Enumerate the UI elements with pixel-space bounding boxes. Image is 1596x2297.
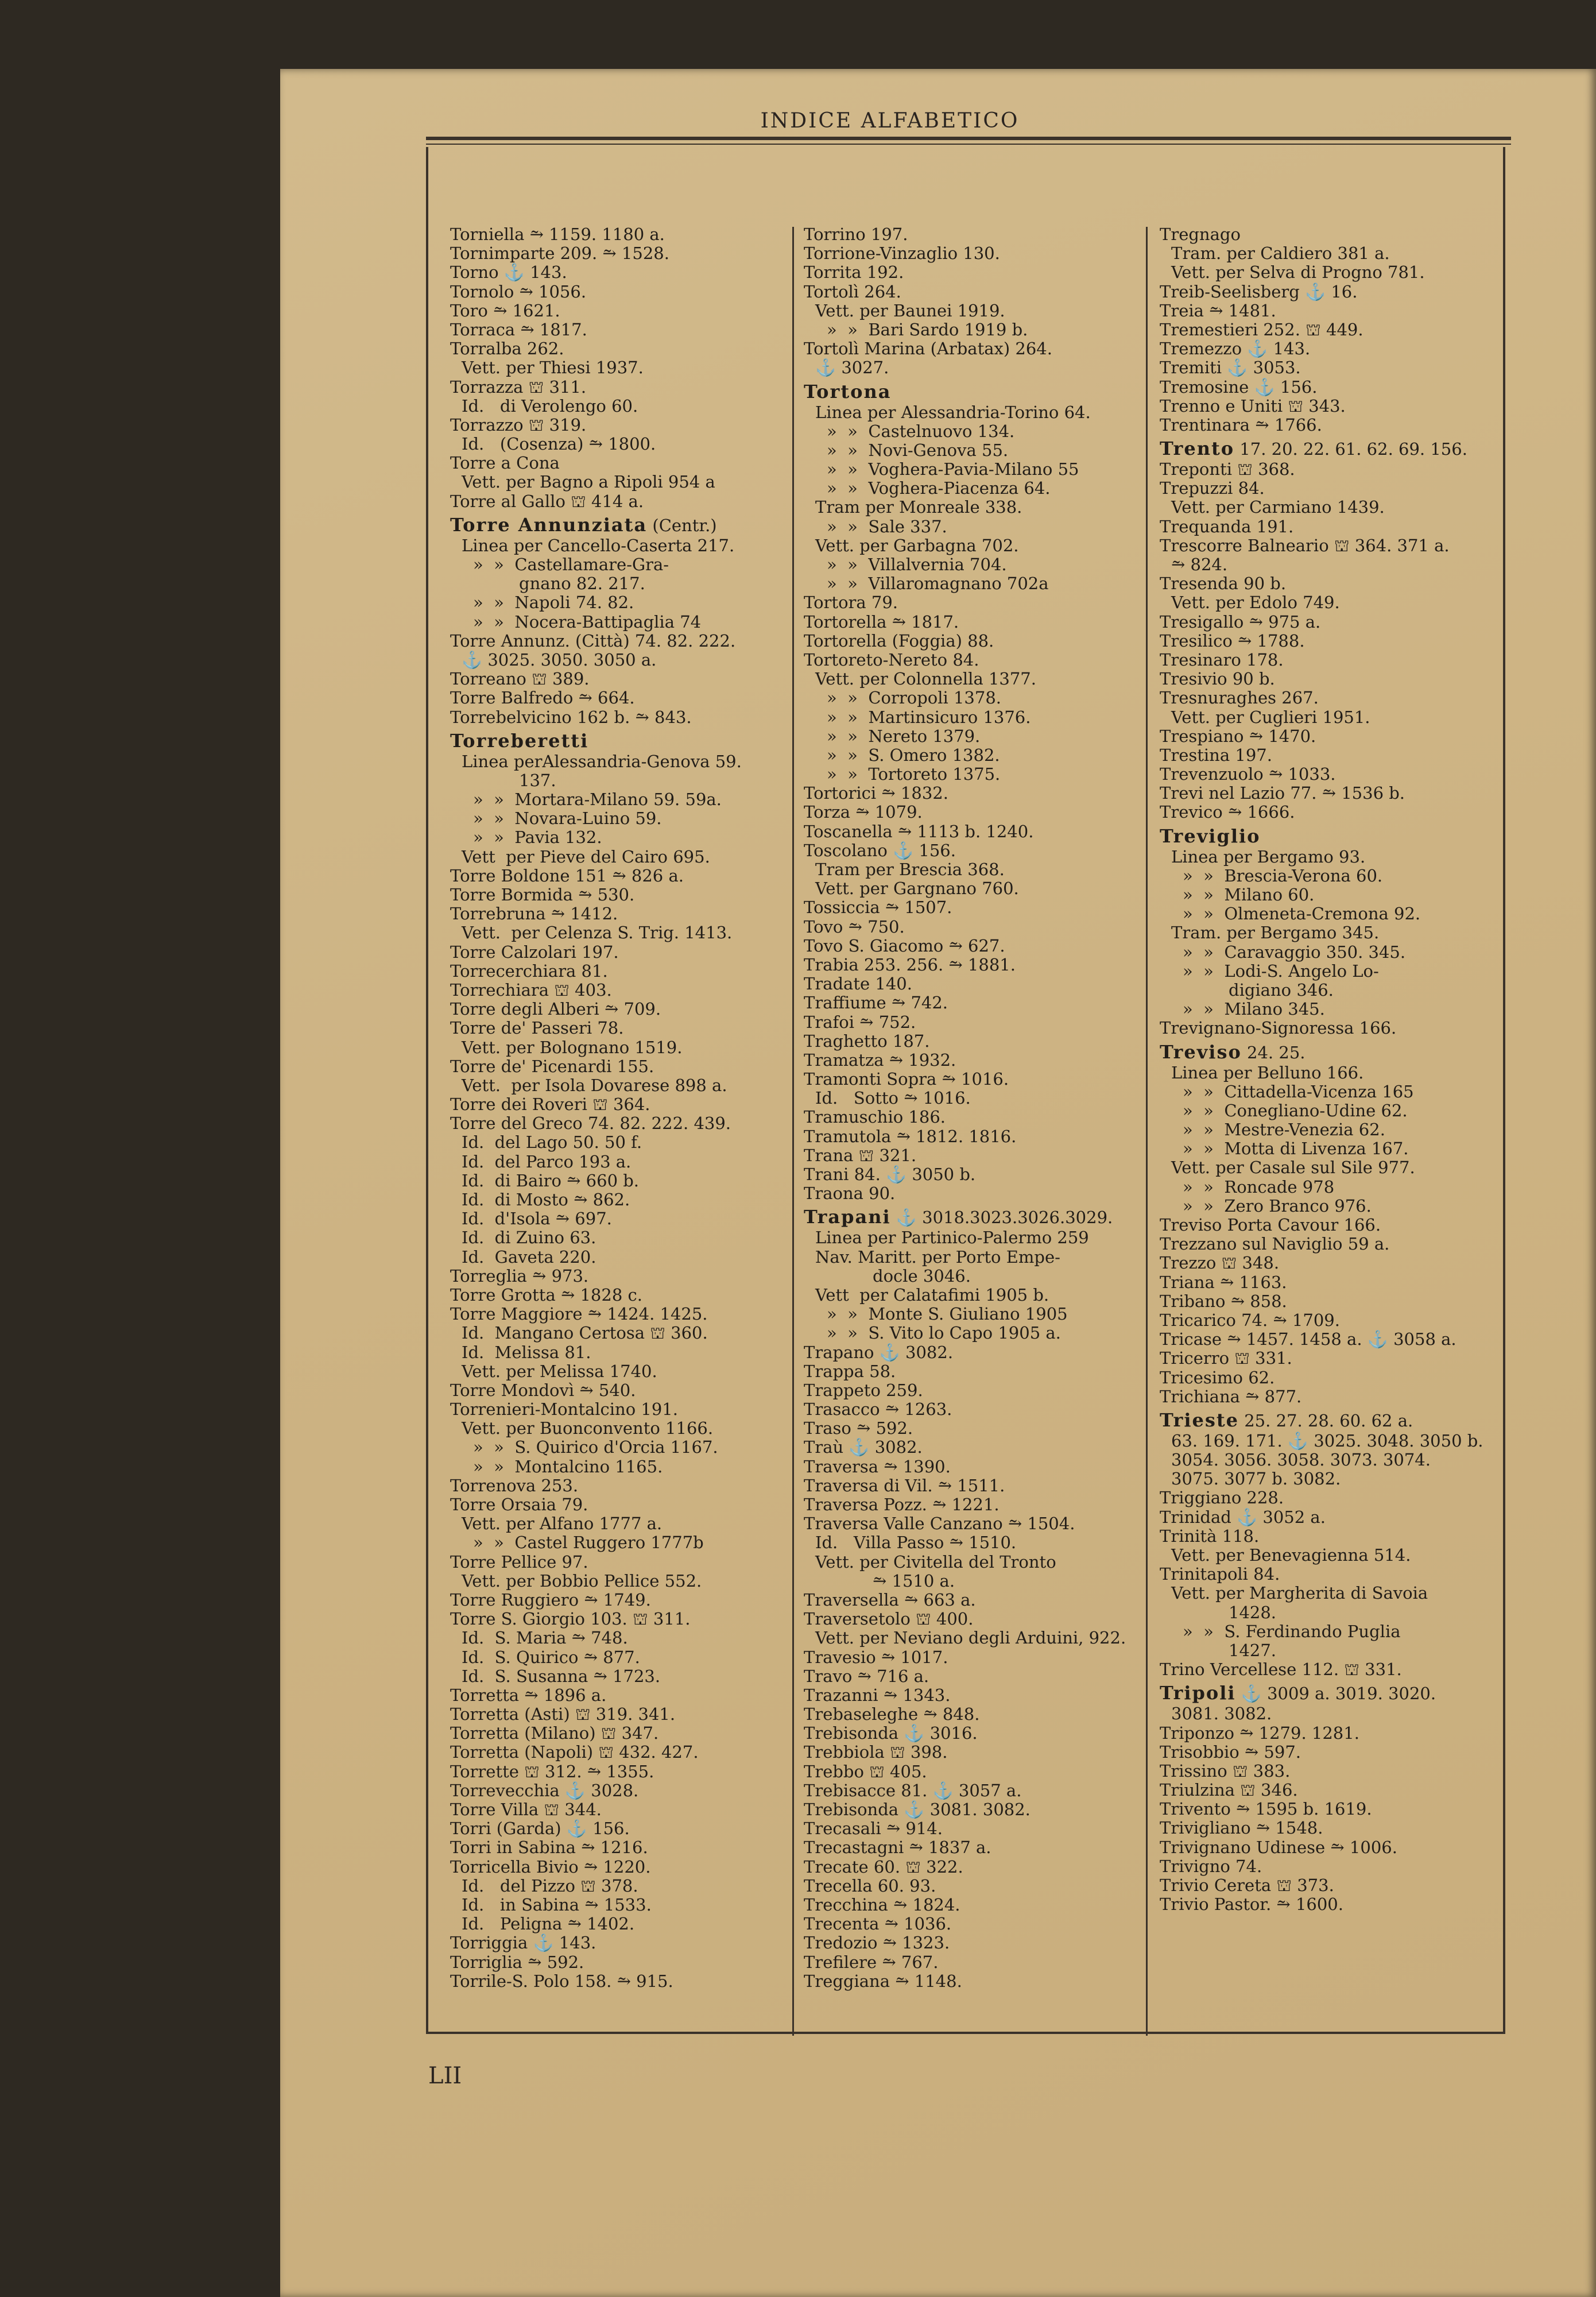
index-entry: Triulzina ⛫ 346. <box>1160 1781 1298 1800</box>
index-entry: Trana ⛫ 321. <box>804 1146 917 1165</box>
index-entry: Torre Mondovì ⥲ 540. <box>450 1380 636 1400</box>
index-entry: Torre de' Picenardi 155. <box>450 1057 654 1076</box>
index-entry: Trenno e Uniti ⛫ 343. <box>1160 396 1346 416</box>
index-entry: Torrevecchia ⚓ 3028. <box>450 1781 639 1800</box>
index-entry: Toro ⥲ 1621. <box>450 301 560 320</box>
index-entry: » » Roncade 978 <box>1183 1177 1335 1197</box>
index-entry: Torza ⥲ 1079. <box>804 803 923 822</box>
index-entry: » » Villalvernia 704. <box>827 555 1007 574</box>
index-entry: » » Lodi-S. Angelo Lo- <box>1183 961 1379 981</box>
index-heading: Trapani ⚓ 3018.3023.3026.3029. <box>804 1208 1113 1228</box>
index-entry: Torre Pellice 97. <box>450 1552 588 1572</box>
index-entry: Torriggia ⚓ 143. <box>450 1933 596 1953</box>
index-entry: Trisobbio ⥲ 597. <box>1160 1742 1301 1762</box>
index-entry: Torre de' Passeri 78. <box>450 1019 624 1038</box>
index-entry: Torrazza ⛫ 311. <box>450 377 587 397</box>
index-entry: Tredozio ⥲ 1323. <box>804 1933 950 1953</box>
header-rule-thin <box>426 144 1511 145</box>
index-entry: Trezzo ⛫ 348. <box>1160 1254 1280 1273</box>
index-entry: Tresigallo ⥲ 975 a. <box>1160 612 1321 632</box>
index-entry: » » S. Ferdinando Puglia <box>1183 1622 1401 1641</box>
index-entry: Traversa di Vil. ⥲ 1511. <box>804 1476 1005 1495</box>
index-entry: Tresnuraghes 267. <box>1160 689 1319 708</box>
index-entry: » » Novi-Genova 55. <box>827 440 1009 460</box>
index-entry: Tossiccia ⥲ 1507. <box>804 898 952 918</box>
index-entry: » » Milano 345. <box>1183 1000 1325 1019</box>
index-entry: Trestina 197. <box>1160 745 1272 765</box>
index-entry: Trequanda 191. <box>1160 517 1294 536</box>
index-entry: Torre Bormida ⥲ 530. <box>450 885 635 904</box>
index-entry: Id. di Verolengo 60. <box>462 396 638 416</box>
index-entry: ⚓ 3027. <box>815 358 889 378</box>
index-entry: » » Voghera-Piacenza 64. <box>827 479 1051 498</box>
index-entry: Torrita 192. <box>804 263 904 283</box>
index-entry: Id. del Lago 50. 50 f. <box>462 1133 642 1153</box>
index-entry: Traversa Valle Canzano ⥲ 1504. <box>804 1514 1075 1534</box>
index-entry: Trani 84. ⚓ 3050 b. <box>804 1165 976 1184</box>
index-entry: Id. di Bairo ⥲ 660 b. <box>462 1171 640 1190</box>
index-entry: Torre degli Alberi ⥲ 709. <box>450 1000 661 1019</box>
index-entry: Torre Balfredo ⥲ 664. <box>450 689 635 708</box>
index-entry: Trazanni ⥲ 1343. <box>804 1685 951 1705</box>
index-entry: digiano 346. <box>1229 980 1334 1000</box>
index-entry: » » Mestre-Venezia 62. <box>1183 1120 1385 1140</box>
index-entry: Trepuzzi 84. <box>1160 479 1265 498</box>
index-entry: » » Montalcino 1165. <box>473 1457 663 1476</box>
index-entry: Linea per Belluno 166. <box>1171 1063 1364 1082</box>
index-entry: Trivigno 74. <box>1160 1857 1262 1876</box>
page-number: LII <box>428 2063 462 2089</box>
index-entry: 1428. <box>1229 1603 1277 1622</box>
index-entry: Trebbo ⛫ 405. <box>804 1762 927 1781</box>
index-entry: Trecchina ⥲ 1824. <box>804 1895 960 1915</box>
index-entry: Id. di Mosto ⥲ 862. <box>462 1190 630 1209</box>
index-entry: Linea perAlessandria-Genova 59. <box>462 752 742 771</box>
index-entry: Triponzo ⥲ 1279. 1281. <box>1160 1723 1359 1743</box>
index-entry: Torri (Garda) ⚓ 156. <box>450 1819 630 1839</box>
index-entry: Trefilere ⥲ 767. <box>804 1952 939 1972</box>
index-entry: Id. Villa Passo ⥲ 1510. <box>815 1533 1017 1553</box>
index-entry: Trafoi ⥲ 752. <box>804 1012 916 1032</box>
index-entry: Id. del Parco 193 a. <box>462 1152 632 1171</box>
index-entry: » » Nocera-Battipaglia 74 <box>473 612 702 632</box>
index-entry: » » Tortoreto 1375. <box>827 765 1001 784</box>
index-entry: ⥲ 1510 a. <box>873 1571 955 1591</box>
index-entry: » » Nereto 1379. <box>827 726 981 746</box>
index-entry: Torrechiara ⛫ 403. <box>450 980 612 1000</box>
index-entry: Torre Boldone 151 ⥲ 826 a. <box>450 866 684 885</box>
index-entry: Torre Annunz. (Città) 74. 82. 222. <box>450 631 736 651</box>
index-entry: Trevenzuolo ⥲ 1033. <box>1160 765 1336 784</box>
index-entry: Vett. per Edolo 749. <box>1171 593 1340 613</box>
index-entry: Trissino ⛫ 383. <box>1160 1761 1291 1781</box>
index-entry: Torrebruna ⥲ 1412. <box>450 904 618 924</box>
index-entry: Torralba 262. <box>450 339 564 359</box>
index-entry: Vett. per Celenza S. Trig. 1413. <box>462 923 733 943</box>
index-entry: Torre Orsaia 79. <box>450 1495 588 1514</box>
index-entry: Trivento ⥲ 1595 b. 1619. <box>1160 1800 1372 1819</box>
index-entry: Vett. per Bobbio Pellice 552. <box>462 1571 702 1591</box>
index-entry: Trino Vercellese 112. ⛫ 331. <box>1160 1660 1402 1680</box>
index-entry: » » Napoli 74. 82. <box>473 593 634 613</box>
index-entry: Tremestieri 252. ⛫ 449. <box>1160 320 1363 339</box>
index-entry: » » Sale 337. <box>827 517 947 536</box>
index-entry: Vett. per Colonnella 1377. <box>815 670 1036 689</box>
index-entry: Traona 90. <box>804 1184 896 1204</box>
index-entry: Torretta (Milano) ⛫ 347. <box>450 1724 659 1743</box>
index-entry: Vett. per Thiesi 1937. <box>462 358 644 378</box>
index-entry: Torre dei Roveri ⛫ 364. <box>450 1095 650 1115</box>
index-entry: Tortora 79. <box>804 593 898 613</box>
index-entry: Trivio Cereta ⛫ 373. <box>1160 1876 1334 1895</box>
index-entry: Tortorella (Foggia) 88. <box>804 631 994 651</box>
index-entry: Treib-Seelisberg ⚓ 16. <box>1160 282 1358 301</box>
index-entry: Tricarico 74. ⥲ 1709. <box>1160 1310 1340 1330</box>
index-entry: Trappa 58. <box>804 1362 896 1381</box>
index-entry: Vett. per Gargnano 760. <box>815 879 1019 899</box>
index-entry: Tram. per Caldiero 381 a. <box>1171 244 1390 264</box>
index-entry: Trinità 118. <box>1160 1526 1260 1546</box>
index-entry: Vett per Pieve del Cairo 695. <box>462 847 710 867</box>
index-entry: Torreano ⛫ 389. <box>450 670 590 689</box>
index-heading: Tortona <box>804 382 892 403</box>
index-entry: Torrino 197. <box>804 225 908 244</box>
index-entry: Travesio ⥲ 1017. <box>804 1648 948 1667</box>
index-entry: Traghetto 187. <box>804 1031 930 1051</box>
index-entry: Tortorella ⥲ 1817. <box>804 612 959 632</box>
index-entry: Tregnago <box>1160 225 1241 244</box>
header-rule <box>426 137 1511 140</box>
index-entry: Vett. per Alfano 1777 a. <box>462 1514 663 1534</box>
index-entry: Torre Maggiore ⥲ 1424. 1425. <box>450 1305 708 1324</box>
index-entry: Vett. per Carmiano 1439. <box>1171 498 1385 517</box>
index-entry: » » Bari Sardo 1919 b. <box>827 320 1028 339</box>
index-entry: Tramonti Sopra ⥲ 1016. <box>804 1070 1009 1089</box>
index-column-1 <box>450 225 795 1991</box>
index-entry: Trebbiola ⛫ 398. <box>804 1743 948 1762</box>
index-entry: Linea per Alessandria-Torino 64. <box>815 403 1091 422</box>
index-entry: Treia ⥲ 1481. <box>1160 301 1276 320</box>
index-entry: Tricase ⥲ 1457. 1458 a. ⚓ 3058 a. <box>1160 1330 1456 1349</box>
index-entry: Torre Villa ⛫ 344. <box>450 1800 602 1819</box>
index-entry: Id. di Zuino 63. <box>462 1228 596 1248</box>
index-entry: Torre S. Giorgio 103. ⛫ 311. <box>450 1610 691 1629</box>
index-entry: Tortoreto-Nereto 84. <box>804 650 979 670</box>
index-entry: Tornimparte 209. ⥲ 1528. <box>450 244 669 264</box>
index-entry: Treponti ⛫ 368. <box>1160 460 1295 479</box>
index-entry: Triana ⥲ 1163. <box>1160 1273 1287 1292</box>
index-entry: Tortolì Marina (Arbatax) 264. <box>804 339 1052 359</box>
index-entry: Traù ⚓ 3082. <box>804 1438 923 1457</box>
index-entry: Traffiume ⥲ 742. <box>804 993 948 1013</box>
index-entry: Nav. Maritt. per Porto Empe- <box>815 1247 1060 1267</box>
index-entry: Vett. per Margherita di Savoia <box>1171 1584 1428 1603</box>
index-entry: Linea per Cancello-Caserta 217. <box>462 536 735 555</box>
index-entry: Trezzano sul Naviglio 59 a. <box>1160 1235 1390 1254</box>
index-entry: Torre del Greco 74. 82. 222. 439. <box>450 1114 731 1134</box>
index-entry: Id. (Cosenza) ⥲ 1800. <box>462 435 656 454</box>
index-entry: Triggiano 228. <box>1160 1488 1284 1508</box>
index-entry: Tricerro ⛫ 331. <box>1160 1349 1292 1368</box>
index-entry: Trebisonda ⚓ 3016. <box>804 1724 978 1743</box>
index-entry: Trasacco ⥲ 1263. <box>804 1400 952 1420</box>
index-heading: Treviso 24. 25. <box>1160 1042 1306 1063</box>
index-entry: Trappeto 259. <box>804 1380 923 1400</box>
index-entry: Torricella Bivio ⥲ 1220. <box>450 1857 651 1877</box>
index-entry: Torretta ⥲ 1896 a. <box>450 1685 607 1705</box>
index-entry: Torrette ⛫ 312. ⥲ 1355. <box>450 1762 654 1781</box>
index-entry: Tramutola ⥲ 1812. 1816. <box>804 1127 1017 1146</box>
index-entry: » » Conegliano-Udine 62. <box>1183 1101 1408 1120</box>
index-entry: Torrenieri-Montalcino 191. <box>450 1400 678 1420</box>
index-entry: » » Monte S. Giuliano 1905 <box>827 1305 1068 1324</box>
index-entry: Tremiti ⚓ 3053. <box>1160 358 1301 378</box>
index-entry: ⚓ 3025. 3050. 3050 a. <box>462 650 657 670</box>
index-entry: Torrile-S. Polo 158. ⥲ 915. <box>450 1971 673 1991</box>
index-entry: Vett. per Baunei 1919. <box>815 301 1005 320</box>
index-entry: docle 3046. <box>873 1266 971 1286</box>
index-entry: Tortorici ⥲ 1832. <box>804 784 948 803</box>
index-entry: Trebaseleghe ⥲ 848. <box>804 1705 980 1724</box>
index-entry: Id. Sotto ⥲ 1016. <box>815 1089 971 1108</box>
index-entry: » » S. Quirico d'Orcia 1167. <box>473 1438 718 1457</box>
index-heading: Trieste 25. 27. 28. 60. 62 a. <box>1160 1410 1413 1431</box>
index-entry: Tramuschio 186. <box>804 1108 946 1127</box>
index-entry: Vett. per Garbagna 702. <box>815 536 1019 555</box>
index-entry: » » Corropoli 1378. <box>827 689 1002 708</box>
index-entry: Tram per Brescia 368. <box>815 860 1005 879</box>
index-entry: Torniella ⥲ 1159. 1180 a. <box>450 225 665 244</box>
index-heading: Torre Annunziata (Centr.) <box>450 515 717 536</box>
index-entry: Torno ⚓ 143. <box>450 263 567 283</box>
index-entry: ⥲ 824. <box>1171 555 1228 574</box>
index-entry: Trivio Pastor. ⥲ 1600. <box>1160 1895 1343 1915</box>
index-entry: Trichiana ⥲ 877. <box>1160 1387 1302 1406</box>
index-entry: » » Voghera-Pavia-Milano 55 <box>827 460 1079 479</box>
index-entry: Vett. per Isola Dovarese 898 a. <box>462 1076 727 1095</box>
index-heading: Trento 17. 20. 22. 61. 62. 69. 156. <box>1160 439 1467 460</box>
index-entry: Torre Calzolari 197. <box>450 942 619 962</box>
index-entry: Vett. per Benevagienna 514. <box>1171 1546 1411 1565</box>
index-entry: » » S. Omero 1382. <box>827 745 1000 765</box>
index-entry: Tradate 140. <box>804 975 912 994</box>
index-heading: Tripoli ⚓ 3009 a. 3019. 3020. <box>1160 1684 1436 1704</box>
index-entry: » » Castellamare-Gra- <box>473 555 669 574</box>
index-entry: Tram per Monreale 338. <box>815 498 1022 517</box>
index-entry: Trecastagni ⥲ 1837 a. <box>804 1838 991 1858</box>
index-entry: Linea per Partinico-Palermo 259 <box>815 1228 1089 1248</box>
index-entry: Tortolì 264. <box>804 282 901 301</box>
index-entry: » » Pavia 132. <box>473 828 602 848</box>
index-entry: Tornolo ⥲ 1056. <box>450 282 587 301</box>
index-entry: Vett. per Melissa 1740. <box>462 1362 657 1381</box>
index-entry: Vett. per Selva di Progno 781. <box>1171 263 1425 283</box>
index-entry: Torrecerchiara 81. <box>450 961 608 981</box>
index-entry: Id. d'Isola ⥲ 697. <box>462 1209 612 1229</box>
index-entry: » » Castel Ruggero 1777b <box>473 1533 704 1553</box>
index-entry: Tresivio 90 b. <box>1160 670 1275 689</box>
index-entry: » » Caravaggio 350. 345. <box>1183 942 1406 962</box>
index-entry: » » Villaromagnano 702a <box>827 574 1049 594</box>
index-column-2 <box>804 225 1148 1991</box>
index-entry: Torriglia ⥲ 592. <box>450 1952 584 1972</box>
index-entry: Vett. per Casale sul Sile 977. <box>1171 1158 1415 1178</box>
index-entry: 3081. 3082. <box>1171 1704 1272 1724</box>
index-entry: 63. 169. 171. ⚓ 3025. 3048. 3050 b. <box>1171 1431 1483 1451</box>
index-entry: 137. <box>519 771 556 790</box>
index-entry: » » Castelnuovo 134. <box>827 421 1015 441</box>
index-entry: Treggiana ⥲ 1148. <box>804 1971 962 1991</box>
index-entry: Id. Peligna ⥲ 1402. <box>462 1915 635 1934</box>
page-header: INDICE ALFABETICO <box>760 109 1020 133</box>
index-entry: Trivigliano ⥲ 1548. <box>1160 1819 1323 1838</box>
index-entry: Vett. per Bagno a Ripoli 954 a <box>462 473 715 492</box>
index-entry: Tram. per Bergamo 345. <box>1171 923 1380 943</box>
index-entry: Tresinaro 178. <box>1160 650 1284 670</box>
index-entry: Travo ⥲ 716 a. <box>804 1666 929 1686</box>
index-entry: Vett. per Civitella del Tronto <box>815 1552 1056 1572</box>
index-entry: Torrione-Vinzaglio 130. <box>804 244 1000 264</box>
index-entry: Tresilico ⥲ 1788. <box>1160 631 1305 651</box>
index-entry: Id. S. Maria ⥲ 748. <box>462 1629 628 1648</box>
index-entry: Trentinara ⥲ 1766. <box>1160 415 1322 435</box>
index-entry: Trescorre Balneario ⛫ 364. 371 a. <box>1160 536 1450 555</box>
index-entry: Vett. per Bolognano 1519. <box>462 1038 683 1057</box>
index-entry: Trabia 253. 256. ⥲ 1881. <box>804 955 1016 975</box>
index-entry: Trecate 60. ⛫ 322. <box>804 1857 963 1877</box>
index-entry: Traversa Pozz. ⥲ 1221. <box>804 1495 1000 1514</box>
index-entry: Toscanella ⥲ 1113 b. 1240. <box>804 822 1034 841</box>
index-entry: Id. S. Susanna ⥲ 1723. <box>462 1666 661 1686</box>
index-entry: Torrebelvicino 162 b. ⥲ 843. <box>450 707 692 727</box>
index-entry: Tremosine ⚓ 156. <box>1160 377 1318 397</box>
index-entry: Trivignano Udinese ⥲ 1006. <box>1160 1838 1397 1857</box>
index-entry: Id. in Sabina ⥲ 1533. <box>462 1895 652 1915</box>
index-entry: Id. Melissa 81. <box>462 1343 591 1362</box>
index-entry: Traso ⥲ 592. <box>804 1419 913 1438</box>
index-entry: Trevico ⥲ 1666. <box>1160 803 1295 822</box>
index-entry: Torri in Sabina ⥲ 1216. <box>450 1838 648 1858</box>
index-entry: Torrenova 253. <box>450 1476 579 1495</box>
index-entry: Trinidad ⚓ 3052 a. <box>1160 1507 1326 1527</box>
index-entry: Trebisonda ⚓ 3081. 3082. <box>804 1800 1031 1819</box>
index-entry: Tovo S. Giacomo ⥲ 627. <box>804 936 1005 956</box>
index-entry: Traversella ⥲ 663 a. <box>804 1590 976 1610</box>
index-entry: Torrazzo ⛫ 319. <box>450 415 587 435</box>
index-column-3 <box>1160 225 1504 1914</box>
index-entry: Trapano ⚓ 3082. <box>804 1343 954 1362</box>
index-entry: Id. del Pizzo ⛫ 378. <box>462 1876 638 1896</box>
index-entry: Trespiano ⥲ 1470. <box>1160 726 1316 746</box>
index-entry: Traversetolo ⛫ 400. <box>804 1610 974 1629</box>
index-entry: Tremezzo ⚓ 143. <box>1160 339 1311 359</box>
index-entry: Trecenta ⥲ 1036. <box>804 1915 952 1934</box>
index-entry: » » Brescia-Verona 60. <box>1183 866 1383 885</box>
index-entry: Vett per Calatafimi 1905 b. <box>815 1285 1049 1305</box>
index-entry: Tribano ⥲ 858. <box>1160 1291 1287 1311</box>
index-entry: » » Novara-Luino 59. <box>473 809 662 829</box>
index-entry: Torretta (Asti) ⛫ 319. 341. <box>450 1705 676 1724</box>
index-entry: 1427. <box>1229 1641 1277 1660</box>
index-entry: Linea per Bergamo 93. <box>1171 847 1366 867</box>
index-entry: » » Cittadella-Vicenza 165 <box>1183 1082 1414 1101</box>
index-entry: Torre Grotta ⥲ 1828 c. <box>450 1285 642 1305</box>
index-entry: Vett. per Buonconvento 1166. <box>462 1419 714 1438</box>
index-entry: Tricesimo 62. <box>1160 1368 1275 1387</box>
index-entry: Trecasali ⥲ 914. <box>804 1819 943 1839</box>
index-entry: Torre Ruggiero ⥲ 1749. <box>450 1590 651 1610</box>
index-entry: Trevignano-Signoressa 166. <box>1160 1019 1397 1038</box>
index-entry: Tovo ⥲ 750. <box>804 917 905 937</box>
index-entry: » » Mortara-Milano 59. 59a. <box>473 790 722 810</box>
index-entry: Tramatza ⥲ 1932. <box>804 1050 956 1070</box>
index-entry: » » Zero Branco 976. <box>1183 1196 1372 1216</box>
index-entry: Torre a Cona <box>450 454 560 473</box>
index-entry: Torretta (Napoli) ⛫ 432. 427. <box>450 1743 699 1762</box>
index-entry: » » Milano 60. <box>1183 885 1315 904</box>
index-entry: Id. Gaveta 220. <box>462 1247 596 1267</box>
index-entry: Trebisacce 81. ⚓ 3057 a. <box>804 1781 1022 1800</box>
index-entry: Torre al Gallo ⛫ 414 a. <box>450 492 644 511</box>
index-entry: Id. Mangano Certosa ⛫ 360. <box>462 1324 708 1343</box>
index-entry: Vett. per Neviano degli Arduini, 922. <box>815 1629 1126 1648</box>
index-entry: Trevi nel Lazio 77. ⥲ 1536 b. <box>1160 784 1405 803</box>
index-entry: Trecella 60. 93. <box>804 1876 936 1896</box>
index-entry: Id. S. Quirico ⥲ 877. <box>462 1648 640 1667</box>
index-entry: » » S. Vito lo Capo 1905 a. <box>827 1324 1061 1343</box>
index-entry: » » Motta di Livenza 167. <box>1183 1139 1409 1159</box>
index-entry: Torreglia ⥲ 973. <box>450 1266 589 1286</box>
index-entry: 3075. 3077 b. 3082. <box>1171 1470 1341 1489</box>
index-entry: gnano 82. 217. <box>519 574 645 594</box>
index-heading: Treviglio <box>1160 826 1261 847</box>
index-entry: Traversa ⥲ 1390. <box>804 1457 951 1476</box>
index-entry: » » Martinsicuro 1376. <box>827 707 1031 727</box>
index-entry: Torraca ⥲ 1817. <box>450 320 587 339</box>
index-entry: » » Olmeneta-Cremona 92. <box>1183 904 1421 924</box>
index-entry: Toscolano ⚓ 156. <box>804 841 956 860</box>
index-entry: Tresenda 90 b. <box>1160 574 1287 594</box>
index-entry: Trinitapoli 84. <box>1160 1565 1280 1584</box>
index-entry: Treviso Porta Cavour 166. <box>1160 1216 1381 1235</box>
index-heading: Torreberetti <box>450 731 589 752</box>
index-entry: Vett. per Cuglieri 1951. <box>1171 707 1370 727</box>
index-entry: 3054. 3056. 3058. 3073. 3074. <box>1171 1451 1431 1470</box>
